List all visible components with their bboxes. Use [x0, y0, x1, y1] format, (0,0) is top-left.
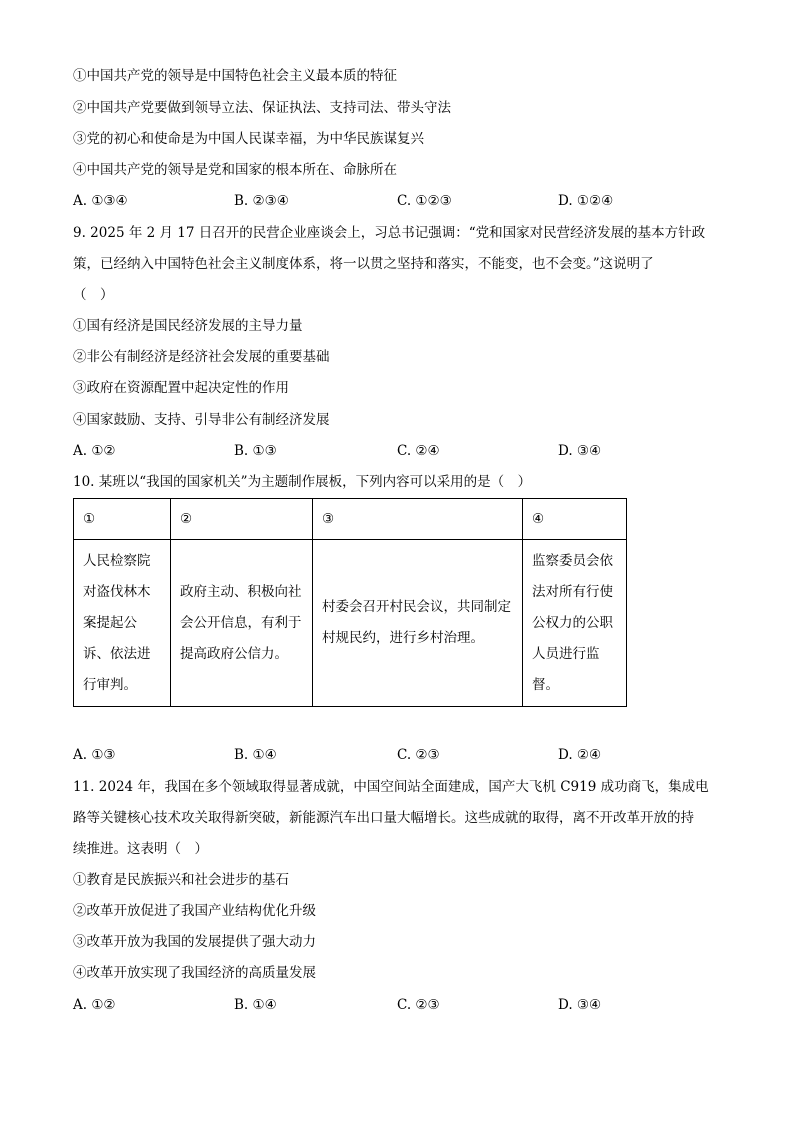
table-cell-3-text: 村委会召开村民会议，共同制定村规民约，进行乡村治理。: [322, 599, 511, 646]
q11-option-c[interactable]: C. ②③: [397, 997, 440, 1013]
q11-stem-line-3: 续推进。这表明（ ）: [73, 841, 208, 857]
table-cell-1: [74, 540, 171, 707]
q11-option-b[interactable]: B. ①④: [234, 997, 277, 1013]
q10-option-d[interactable]: D. ②④: [558, 747, 602, 763]
q11-statement-1: ①教育是民族振兴和社会进步的基石: [73, 872, 289, 888]
q9-stem-line-2: 策，已经纳入中国特色社会主义制度体系，将一以贯之坚持和落实，不能变，也不会变。”这说明了: [73, 256, 654, 272]
q10-option-b[interactable]: B. ①④: [234, 747, 277, 763]
q11-statement-3: ③改革开放为我国的发展提供了强大动力: [73, 934, 316, 950]
q9-statement-3: ③政府在资源配置中起决定性的作用: [73, 380, 289, 396]
q9-option-d[interactable]: D. ③④: [558, 443, 602, 459]
q9-stem-line-1: 9. 2025 年 2 月 17 日召开的民营企业座谈会上，习总书记强调：“党和国家对民营经济发展的基本方针政: [73, 225, 706, 241]
table-header-row: [74, 499, 627, 540]
q11-stem-line-2: 路等关键核心技术攻关取得新突破，新能源汽车出口量大幅增长。这些成就的取得，离不开改革开放的持: [73, 810, 694, 826]
q9-option-b[interactable]: B. ①③: [234, 443, 277, 459]
q10-option-a[interactable]: A. ①③: [73, 747, 116, 763]
table-cell-4: [523, 540, 627, 707]
q9-stem-line-3: （ ）: [73, 287, 114, 303]
q11-statement-4: ④改革开放实现了我国经济的高质量发展: [73, 965, 316, 981]
q11-option-d[interactable]: D. ③④: [558, 997, 602, 1013]
q9-statement-2: ②非公有制经济是经济社会发展的重要基础: [73, 349, 330, 365]
q9-options: [73, 441, 733, 461]
q11-options: [73, 995, 733, 1015]
table-header-cell-2: ②: [171, 499, 313, 540]
q9-option-a[interactable]: A. ①②: [73, 443, 116, 459]
table-header-cell-3: ③: [313, 499, 523, 540]
q11-statement-2: ②改革开放促进了我国产业结构优化升级: [73, 903, 316, 919]
q9-statement-4: ④国家鼓励、支持、引导非公有制经济发展: [73, 412, 330, 428]
q8-statement-1: ①中国共产党的领导是中国特色社会主义最本质的特征: [73, 68, 397, 84]
q11-stem-line-1: 11. 2024 年，我国在多个领域取得显著成就，中国空间站全面建成，国产大飞机 C919 成功商飞，集成电: [73, 779, 709, 795]
table-cell-3: [313, 540, 523, 707]
q8-statement-3: ③党的初心和使命是为中国人民谋幸福，为中华民族谋复兴: [73, 131, 424, 147]
q8-statement-2: ②中国共产党要做到领导立法、保证执法、支持司法、带头守法: [73, 100, 451, 116]
q8-option-b[interactable]: B. ②③④: [234, 193, 289, 209]
table-row: [74, 540, 627, 707]
q8-option-c[interactable]: C. ①②③: [397, 193, 452, 209]
q8-statement-4: ④中国共产党的领导是党和国家的根本所在、命脉所在: [73, 162, 397, 178]
table-cell-2: [171, 540, 313, 707]
table-cell-2-text: 政府主动、积极向社会公开信息，有利于提高政府公信力。: [180, 583, 302, 662]
q9-option-c[interactable]: C. ②④: [397, 443, 440, 459]
q9-statement-1: ①国有经济是国民经济发展的主导力量: [73, 318, 303, 334]
q8-option-d[interactable]: D. ①②④: [558, 193, 614, 209]
q8-options: [73, 191, 733, 211]
table-header-cell-4: ④: [523, 499, 627, 540]
q8-option-a[interactable]: A. ①③④: [73, 193, 128, 209]
q10-exhibit-table: [73, 498, 627, 707]
table-cell-1-text: 人民检察院对盗伐林木案提起公诉、依法进行审判。: [83, 552, 151, 693]
table-header-cell-1: ①: [74, 499, 171, 540]
q10-stem: 10. 某班以“我国的国家机关”为主题制作展板，下列内容可以采用的是（ ）: [73, 474, 532, 490]
q10-options: [73, 745, 733, 765]
q11-option-a[interactable]: A. ①②: [73, 997, 116, 1013]
q10-option-c[interactable]: C. ②③: [397, 747, 440, 763]
table-cell-4-text: 监察委员会依法对所有行使公权力的公职人员进行监督。: [532, 552, 613, 693]
